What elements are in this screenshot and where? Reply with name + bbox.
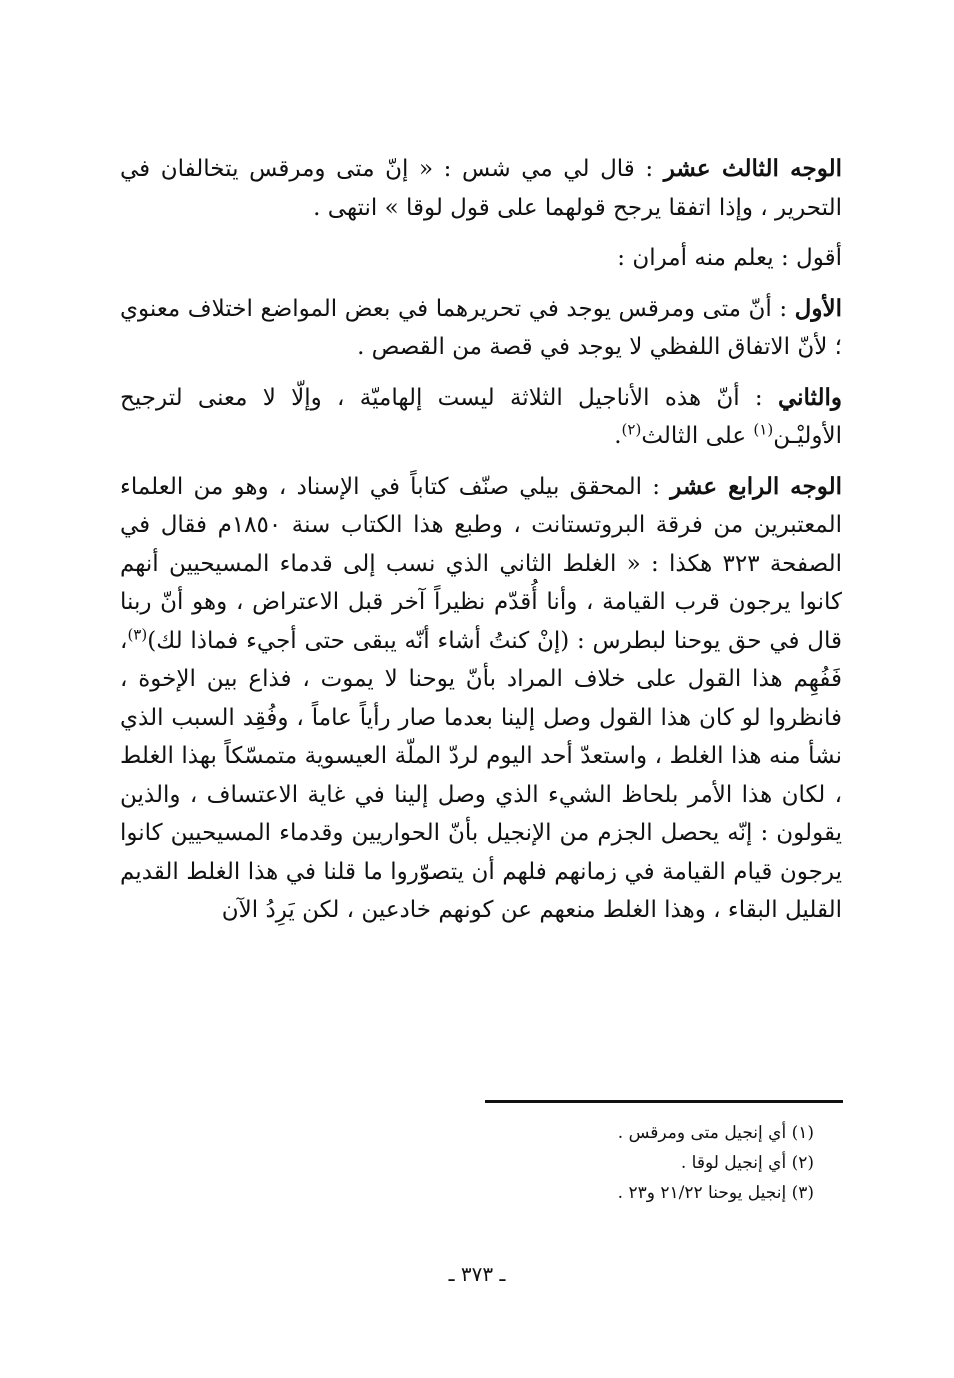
footnote-ref-2[interactable]: (٢) (621, 420, 642, 439)
footnote-1: (١) أي إنجيل متى ومرقس . (617, 1123, 814, 1143)
paragraph-lead: الوجه الثالث عشر (663, 155, 842, 182)
paragraph-body: أقول : يعلم منه أمران : (617, 245, 842, 271)
paragraph-body: : المحقق بيلي صنّف كتاباً في الإسناد ، وهو من العلماء المعتبرين من فرقة البروتستانت ، وطبع هذا الكتاب سنة ١٨٥٠م فقال في الصفحة ٣٢٣ هكذا : « الغلط الثاني الذي نسب إلى قدماء المسيحيين أنهم كانوا يرجون قرب القيامة ، وأنا أُقدّم نظيراً آخر قبل الاعتراض ، وهو أنّ ربنا قال في حق يوحنا لبطرس : (إنْ كنتُ أشاء أنّه يبقى حتى أجيء فماذا لك) (120, 473, 842, 654)
paragraph-lead: والثاني (777, 383, 842, 411)
paragraph-lead: الوجه الرابع عشر (670, 472, 842, 500)
paragraph-first-point (120, 290, 842, 367)
paragraph-lead: الأول (794, 294, 842, 322)
page-number: ـ ٣٧٣ ـ (448, 1262, 506, 1286)
paragraph-body: : أنّ هذه الأناجيل الثلاثة ليست إلهاميّة ، وإلّا لا معنى لترجيح الأوليْـن (120, 384, 842, 449)
paragraph-14th-aspect (120, 468, 842, 930)
paragraph-body-cont: ، فَفُهِم هذا القول على خلاف المراد بأنّ يوحنا لا يموت ، فذاع بين الإخوة ، فانظروا لو كان هذا القول وصل إلينا بعدما صار رأياً عاماً ، وفُقِد السبب الذي نشأ منه هذا الغلط ، واستعدّ أحد اليوم لردّ الملّة العيسوية متمسّكاً بهذا الغلط ، لكان هذا الأمر بلحاظ الشيء الذي وصل إلينا في غاية الاعتساف ، والذين يقولون : إنّه يحصل الجزم من الإنجيل بأنّ الحواريين وقدماء المسيحيين كانوا يرجون قيام القيامة في زمانهم فلهم أن يتصوّروا ما قلنا في هذا الغلط القديم القليل البقاء ، وهذا الغلط منعهم عن كونهم خادعين ، لكن يَرِدُ الآن (120, 627, 842, 923)
paragraph-body-end: . (614, 423, 622, 449)
paragraph-body-cont: على الثالث (641, 423, 754, 449)
footnote-ref-1[interactable]: (١) (753, 420, 774, 439)
footnote-2: (٢) أي إنجيل لوقا . (680, 1153, 814, 1173)
main-text (120, 150, 842, 930)
paragraph-aqul (120, 239, 842, 278)
footnote-divider (485, 1100, 843, 1103)
paragraph-13th-aspect (120, 150, 842, 227)
footnotes (120, 1118, 842, 1208)
footnote-3: (٣) إنجيل يوحنا ٢١/٢٢ و٢٣ . (617, 1183, 814, 1203)
paragraph-body: : قال لي مي شس : « إنّ متى ومرقس يتخالفان في التحرير ، وإذا اتفقا يرجح قولهما على قول لوقا » انتهى . (120, 156, 842, 221)
paragraph-second-point (120, 379, 842, 456)
footnote-ref-3[interactable]: (٣) (127, 624, 148, 643)
paragraph-body: : أنّ متى ومرقس يوجد في تحريرهما في بعض المواضع اختلاف معنوي ؛ لأنّ الاتفاق اللفظي لا يوجد في قصة من القصص . (120, 295, 842, 360)
